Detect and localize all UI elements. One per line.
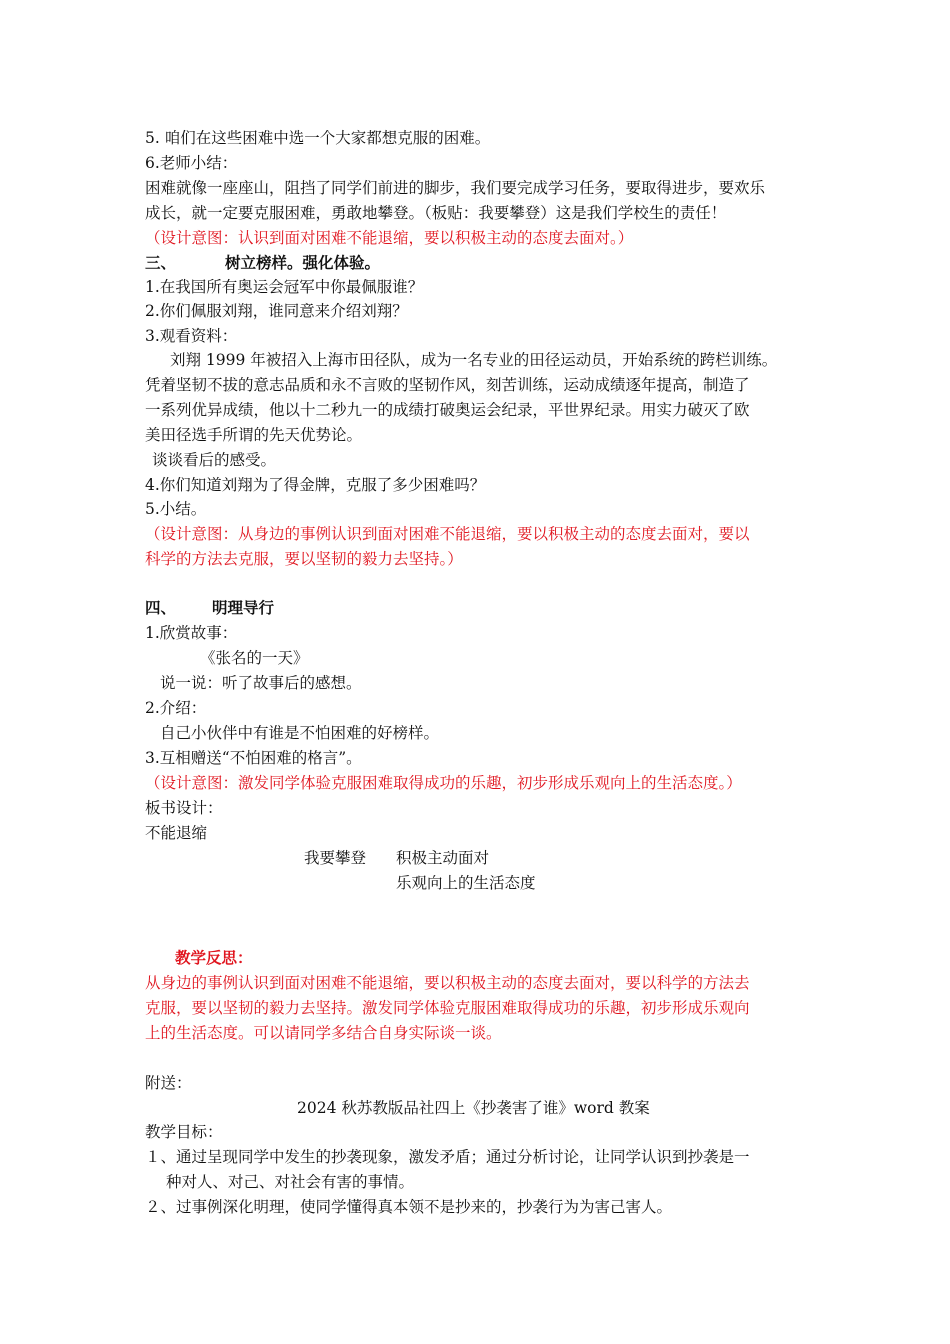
- text-line: 4.你们知道刘翔为了得金牌，克服了多少困难吗？: [145, 476, 486, 494]
- reflection-text: 从身边的事例认识到面对困难不能退缩，要以积极主动的态度去面对，要以科学的方法去: [145, 974, 750, 992]
- design-intent-note: 科学的方法去克服，要以坚韧的毅力去坚持。）: [145, 550, 463, 568]
- text-line: 说一说：听了故事后的感想。: [160, 674, 362, 692]
- reflection-text: 上的生活态度。可以请同学多结合自身实际谈一谈。: [145, 1024, 502, 1042]
- text-line: 1.欣赏故事：: [145, 624, 238, 642]
- objective-item: ２、过事例深化明理，使同学懂得真本领不是抄来的，抄袭行为为害己害人。: [145, 1198, 673, 1216]
- board-item: 乐观向上的生活态度: [396, 874, 536, 892]
- text-line: 板书设计：: [145, 799, 223, 817]
- text-line: 成长，就一定要克服困难，勇敢地攀登。（板贴：我要攀登）这是我们学校生的责任！: [145, 204, 727, 222]
- text-line: 2.介绍：: [145, 699, 207, 717]
- text-line: 1.在我国所有奥运会冠军中你最佩服谁？: [145, 278, 424, 296]
- section-number: 三、: [145, 253, 177, 272]
- board-item: 不能退缩: [145, 824, 208, 842]
- text-line: 谈谈看后的感受。: [152, 451, 277, 469]
- text-line: 3.观看资料：: [145, 327, 238, 345]
- text-line: 凭着坚韧不拔的意志品质和永不言败的坚韧作风，刻苦训练，运动成绩逐年提高，制造了: [145, 376, 750, 394]
- design-intent-note: （设计意图：认识到面对困难不能退缩，要以积极主动的态度去面对。）: [145, 229, 634, 247]
- text-line: 自己小伙伴中有谁是不怕困难的好榜样。: [160, 724, 440, 742]
- story-title: 《张名的一天》: [200, 649, 309, 667]
- text-line: 困难就像一座座山，阻挡了同学们前进的脚步，我们要完成学习任务，要取得进步，要欢乐: [145, 179, 766, 197]
- reflection-heading: 教学反思：: [175, 948, 253, 967]
- design-intent-note: （设计意图：从身边的事例认识到面对困难不能退缩，要以积极主动的态度去面对，要以: [145, 525, 750, 543]
- appendix-title: 2024 秋苏教版品社四上《抄袭害了谁》word 教案: [297, 1099, 650, 1117]
- text-line: 5. 咱们在这些困难中选一个大家都想克服的困难。: [145, 129, 491, 147]
- objective-item: １、通过呈现同学中发生的抄袭现象，激发矛盾；通过分析讨论，让同学认识到抄袭是一: [145, 1148, 750, 1166]
- text-line: 教学目标：: [145, 1123, 223, 1141]
- text-line: 刘翔 1999 年被招入上海市田径队，成为一名专业的田径运动员，开始系统的跨栏训练。: [170, 351, 778, 369]
- section-number: 四、: [145, 598, 177, 617]
- board-item: 积极主动面对: [396, 849, 490, 867]
- section-heading: 明理导行: [212, 598, 275, 617]
- board-item: 我要攀登: [304, 849, 367, 867]
- design-intent-note: （设计意图：激发同学体验克服困难取得成功的乐趣，初步形成乐观向上的生活态度。）: [145, 774, 742, 792]
- text-line: 5.小结。: [145, 500, 207, 518]
- text-line: 6.老师小结：: [145, 154, 238, 172]
- text-line: 一系列优异成绩，他以十二秒九一的成绩打破奥运会纪录，平世界纪录。用实力破灭了欧: [145, 401, 750, 419]
- objective-item: 种对人、对己、对社会有害的事情。: [166, 1173, 415, 1191]
- reflection-text: 克服，要以坚韧的毅力去坚持。激发同学体验克服困难取得成功的乐趣，初步形成乐观向: [145, 999, 750, 1017]
- text-line: 3.互相赠送“不怕困难的格言”。: [145, 749, 362, 767]
- text-line: 2.你们佩服刘翔，谁同意来介绍刘翔？: [145, 302, 408, 320]
- text-line: 附送：: [145, 1074, 192, 1092]
- section-heading: 树立榜样。强化体验。: [225, 253, 381, 272]
- text-line: 美田径选手所谓的先天优势论。: [145, 426, 363, 444]
